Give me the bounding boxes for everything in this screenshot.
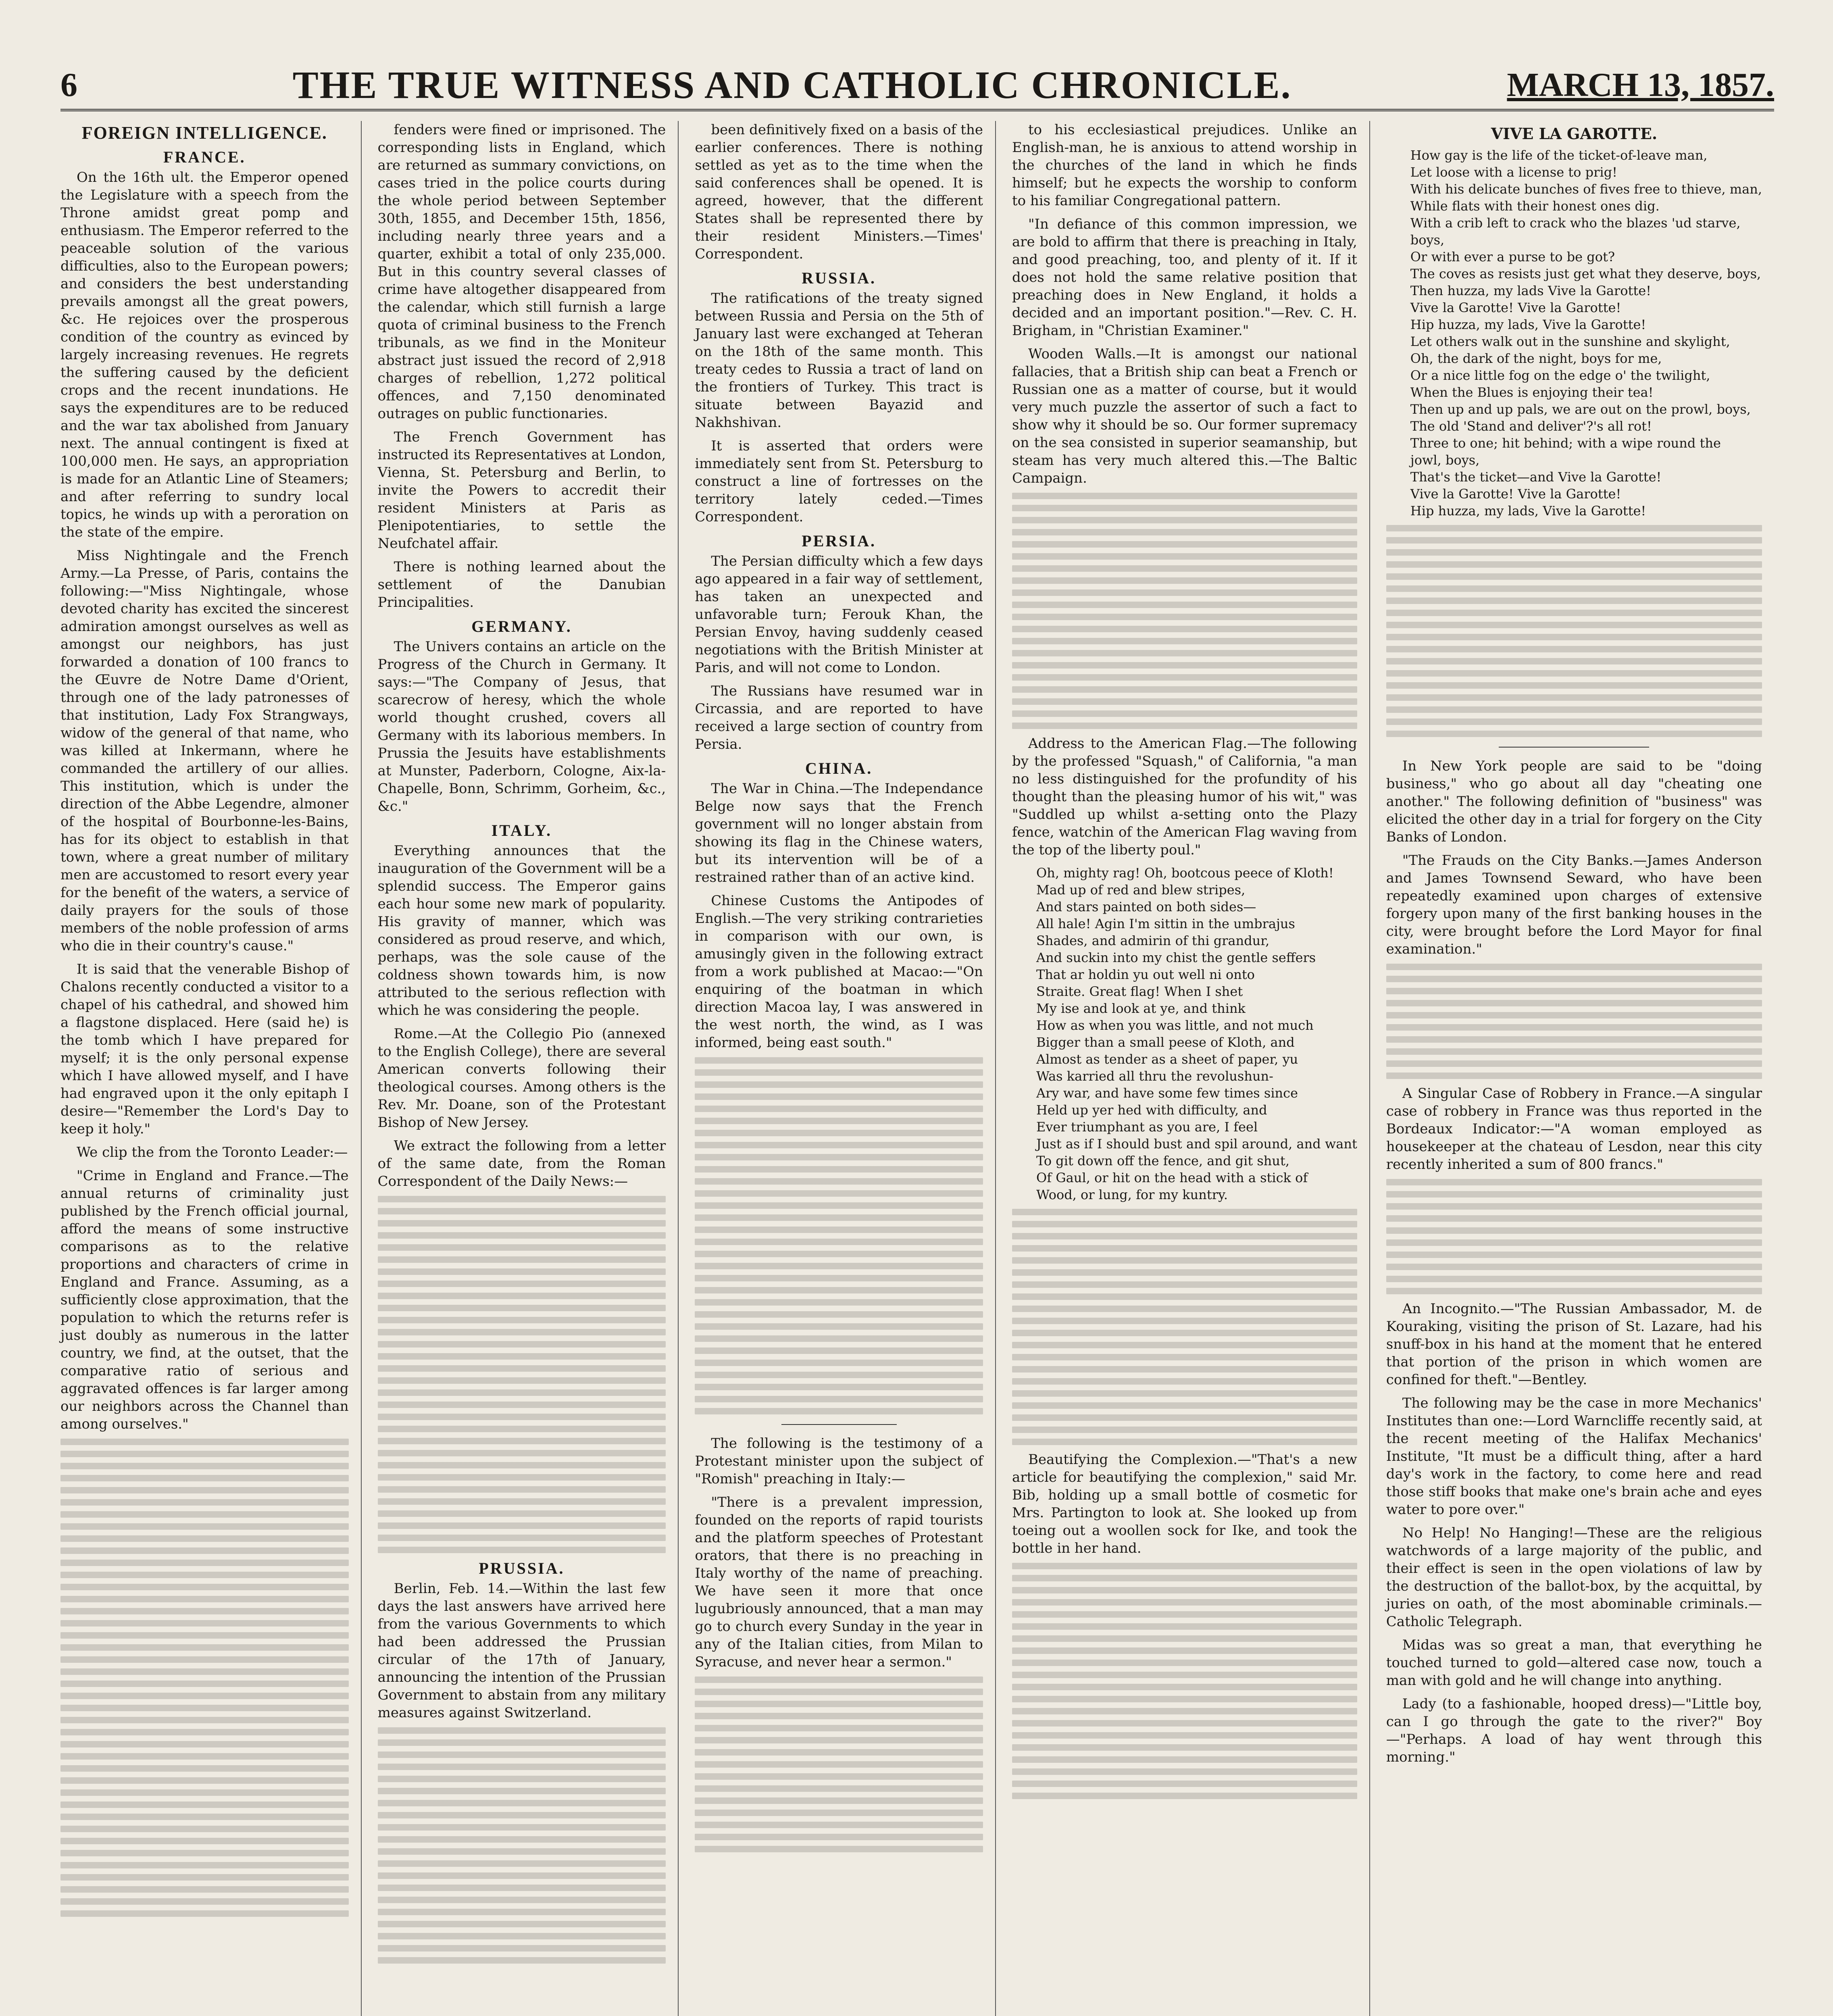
article-paragraph: The Univers contains an article on the Progress of the Church in Germany. It says:—"The Company of Jesus, that scarecrow of heresy, which the whole world thought crushed, covers all Germany with its laborious members. In Prussia the Jesuits have establishments at Munster, Paderborn, Cologne, Aix-la-Chapelle, Bonn, Schrimm, Gorheim, &c., &c."	[377, 639, 666, 814]
illegible-text-block	[695, 1677, 983, 1852]
poem-line: When the Blues is enjoying their tea!	[1410, 385, 1654, 400]
poem-line: Of Gaul, or hit on the head with a stick of	[1036, 1170, 1308, 1185]
column-4	[1012, 121, 1370, 2016]
heading-germany: GERMANY.	[471, 617, 572, 635]
article-paragraph: "There is a prevalent impression, founded on the reports of rapid tourists and the platform speeches of Protestant orators, that there is no preaching in Italy worthy of the name of preaching. We have seen it more that once lugubriously announced, that a man may go to church every Sunday in the year in any of the Italian cities, from Milan to Syracuse, and never hear a sermon."	[695, 1494, 983, 1670]
article-paragraph: to his ecclesiastical prejudices. Unlike an English-man, he is anxious to attend worship in the churches of the land in which he finds himself; but he expects the worship to conform to his familiar Congregational pattern.	[1012, 122, 1357, 209]
article-paragraph: A Singular Case of Robbery in France.—A singular case of robbery in France was thus reported in the Bordeaux Indicator:—"A woman employed as housekeeper at the chateau of Lesdon, near this city recently inherited a sum of 800 francs."	[1386, 1085, 1762, 1173]
article-paragraph: Everything announces that the inauguration of the Government will be a splendid success. The Emperor gains each hour some new mark of popularity. His gravity of manner, which was considered as proud reserve, and which, perhaps, was the sole cause of the coldness shown towards him, is now attributed to the serious reflection with which he was considering the people.	[377, 843, 666, 1018]
article-paragraph: The Persian difficulty which a few days ago appeared in a fair way of settlement, has taken an unexpected and unfavorable turn; Ferouk Khan, the Persian Envoy, having suddenly ceased negotiations with the British Minister at Paris, and will not come to London.	[695, 553, 983, 676]
article-paragraph: It is said that the venerable Bishop of Chalons recently conducted a visitor to a chapel of his cathedral, and showed him a flagstone displaced. Here (said he) is the tomb which I have prepared for myself; it is the only personal expense which I have allowed myself, and I have had engraved upon it the only epitaph I desire—"Remember the Lord's Day to keep it holy."	[60, 961, 349, 1137]
illegible-text-block	[60, 1439, 349, 1917]
poem-line: boys,	[1410, 232, 1445, 248]
article-paragraph: been definitively fixed on a basis of the earlier conferences. There is nothing settled as yet as to the time when the said conferences shall be opened. It is agreed, however, that the different States shall be represented there by their resident Ministers.—Times' Correspondent.	[695, 122, 983, 262]
columns	[60, 121, 1774, 2016]
poem-line: Ary war, and have some few times since	[1036, 1085, 1298, 1101]
article-paragraph: In New York people are said to be "doing business," who go about all day "cheating one another." The following definition of "business" was elicited the other day in a trial for forgery on the City Banks of London.	[1386, 758, 1762, 845]
poem-line: Shades, and admirin of thi grandur,	[1036, 933, 1270, 948]
article-paragraph: "Crime in England and France.—The annual returns of criminality just published by the French official journal, afford the means of some instructive comparisons as to the relative proportions and characters of crime in England and France. Assuming, as a sufficiently close approximation, that the population to which the returns refer is just doubly as numerous in the latter country, we find, at the outset, that the comparative ratio of serious and aggravated offences is far larger among our neighbors across the Channel than among ourselves."	[60, 1168, 349, 1432]
poem-line: To git down off the fence, and git shut,	[1036, 1153, 1290, 1168]
article-paragraph: Midas was so great a man, that everything he touched turned to gold—altered case now, touch a man with gold and he will change into anything.	[1386, 1637, 1762, 1689]
poem-line: Three to one; hit behind; with a wipe round the	[1410, 435, 1721, 451]
article-paragraph: An Incognito.—"The Russian Ambassador, M. de Kouraking, visiting the prison of St. Lazare, had his snuff-box in his hand at the moment that he entered that portion of the prison in which women are confined for theft."—Bentley.	[1386, 1301, 1762, 1388]
heading-italy: ITALY.	[491, 821, 552, 839]
poem-line: Hip huzza, my lads, Vive la Garotte!	[1410, 317, 1646, 332]
poem-line: Oh, the dark of the night, boys for me,	[1410, 351, 1662, 366]
poem-line: Mad up of red and blew stripes,	[1036, 882, 1246, 898]
poem-line: Then huzza, my lads Vive la Garotte!	[1410, 283, 1651, 298]
article-paragraph: There is nothing learned about the settlement of the Danubian Principalities.	[377, 559, 666, 610]
article-paragraph: Miss Nightingale and the French Army.—La Presse, of Paris, contains the following:—"Miss Nightingale, whose devoted charity has excited the sincerest admiration amongst ourselves as well as amongst our neighbors, has just forwarded a donation of 100 francs to the Œuvre de Notre Dame d'Orient, through one of the lady patronesses of that institution, Lady Fox Strangways, widow of the general of that name, who was killed at Inkermann, where he commanded the artillery of our allies. This institution, which is under the direction of the Abbe Legendre, almoner of the hospital of Bourbonne-les-Bains, has for its object to establish in that town, where a great number of military men are accustomed to resort every year for the benefit of the waters, a service of daily prayers for the souls of those members of the noble profession of arms who die in their country's cause."	[60, 548, 349, 954]
article-paragraph: "In defiance of this common impression, we are bold to affirm that there is preaching in Italy, and good preaching, too, and plenty of it. If it does not hold the same relative position that preaching does in New England, it holds a decided and an important position."—Rev. C. H. Brigham, in "Christian Examiner."	[1012, 216, 1357, 339]
poem-line: Was karried all thru the revolushun-	[1036, 1068, 1273, 1084]
poem-line: And stars painted on both sides—	[1036, 899, 1256, 914]
poem-line: Just as if I should bust and spil around, and want	[1036, 1136, 1357, 1152]
poem-line: Or with ever a purse to be got?	[1410, 249, 1615, 264]
article-paragraph: We clip the from the Toronto Leader:—	[77, 1144, 348, 1160]
illegible-text-block	[378, 1727, 666, 1964]
article-paragraph: The ratifications of the treaty signed between Russia and Persia on the 5th of January last were exchanged at Teheran on the 18th of the same month. This treaty cedes to Russia a tract of land on the frontiers of Turkey. This tract is situate between Bayazid and Nakhshivan.	[695, 290, 983, 431]
poem-line: Oh, mighty rag! Oh, bootcous peece of Kloth!	[1036, 865, 1334, 881]
article-paragraph: We extract the following from a letter of the same date, from the Roman Correspondent of the Daily News:—	[377, 1138, 666, 1189]
poem-line: Hip huzza, my lads, Vive la Garotte!	[1410, 503, 1646, 519]
poem-line: My ise and look at ye, and think	[1036, 1001, 1246, 1016]
illegible-text-block	[1386, 1179, 1762, 1294]
poem-line: All hale! Agin I'm sittin in the umbrajus	[1036, 916, 1295, 931]
page-number: 6	[60, 66, 77, 104]
illegible-text-block	[695, 1057, 983, 1414]
poem-line: How as when you was little, and not much	[1036, 1018, 1314, 1033]
article-paragraph: Chinese Customs the Antipodes of English.—The very striking contrarieties in comparison with our own, is amusingly given in the following extract from a work published at Macao:—"On enquiring of the boatman in which direction Macoa lay, I was answered in the west north, the wind, as I was informed, being east south."	[695, 893, 983, 1051]
section-title: FOREIGN INTELLIGENCE.	[81, 123, 327, 143]
column-3	[695, 121, 996, 2016]
poem-line: While flats with their honest ones dig.	[1410, 198, 1660, 214]
heading-russia: RUSSIA.	[802, 269, 876, 287]
garotte-poem	[1410, 147, 1762, 519]
article-paragraph: Berlin, Feb. 14.—Within the last few days the last answers have arrived here from the various Governments to which had been addressed the Prussian circular of the 17th of January, announcing the intention of the Prussian Government to abstain from any military measures against Switzerland.	[377, 1581, 666, 1721]
poem-line: Let loose with a license to prig!	[1410, 165, 1617, 180]
illegible-text-block	[1386, 964, 1762, 1079]
article-paragraph: The Russians have resumed war in Circassia, and are reported to have received a large section of country from Persia.	[695, 683, 983, 752]
newspaper-title: THE TRUE WITNESS AND CATHOLIC CHRONICLE.	[292, 63, 1292, 106]
article-paragraph: The French Government has instructed its Representatives at London, Vienna, St. Petersburg and Berlin, to invite the Powers to accredit their resident Ministers at Paris as Plenipotentiaries, to settle the Neufchatel affair.	[377, 429, 666, 552]
article-paragraph: Beautifying the Complexion.—"That's a new article for beautifying the complexion," said Mr. Bib, holding up a small bottle of cosmetic for Mrs. Partington to look at. She looked up from toeing out a woollen sock for Ike, and took the bottle in her hand.	[1012, 1452, 1357, 1556]
illegible-text-block	[1012, 493, 1357, 729]
poem-line: Straite. Great flag! When I shet	[1036, 984, 1243, 999]
article-paragraph: It is asserted that orders were immediately sent from St. Petersburg to construct a line of fortresses on the territory lately ceded.—Times Correspondent.	[695, 438, 983, 525]
poem-line: Ever triumphant as you are, I feel	[1036, 1119, 1258, 1135]
heading-persia: PERSIA.	[802, 532, 876, 550]
poem-line: Vive la Garotte! Vive la Garotte!	[1410, 486, 1621, 502]
illegible-text-block	[378, 1196, 666, 1553]
article-paragraph: Rome.—At the Collegio Pio (annexed to the English College), there are several American converts following their theological courses. Among others is the Rev. Mr. Doane, son of the Protestant Bishop of New Jersey.	[377, 1026, 666, 1131]
poem-line: Wood, or lung, for my kuntry.	[1036, 1187, 1228, 1202]
article-paragraph: "The Frauds on the City Banks.—James Anderson and James Townsend Seward, who have been repeatedly examined upon charges of extensive forgery upon many of the first banking houses in the city, were brought before the Lord Mayor for final examination."	[1386, 852, 1762, 957]
poem-line: The coves as resists just get what they deserve, boys,	[1410, 266, 1761, 281]
poem-line: Or a nice little fog on the edge o' the twilight,	[1410, 368, 1710, 383]
illegible-text-block	[1386, 525, 1762, 737]
poem-line: jowl, boys,	[1410, 452, 1480, 468]
article-paragraph: No Help! No Hanging!—These are the religious watchwords of a large majority of the public, and their effect is seen in the open violations of law by the destruction of the ballot-box, by the acquittal, by juries on oath, of the most abominable criminals.—Catholic Telegraph.	[1386, 1525, 1762, 1630]
poem-line: Then up and up pals, we are out on the prowl, boys,	[1410, 402, 1751, 417]
heading-china: CHINA.	[805, 759, 873, 777]
poem-line: Vive la Garotte! Vive la Garotte!	[1410, 300, 1621, 315]
poem-line: Bigger than a small peese of Kloth, and	[1036, 1035, 1295, 1050]
heading-prussia: PRUSSIA.	[479, 1559, 565, 1577]
article-paragraph: Lady (to a fashionable, hooped dress)—"Little boy, can I go through the gate to the river?" Boy—"Perhaps. A load of hay went through this morning."	[1386, 1696, 1762, 1765]
illegible-text-block	[1012, 1209, 1357, 1445]
poem-line: With a crib left to crack who the blazes 'ud starve,	[1410, 215, 1741, 231]
article-paragraph: The following may be the case in more Mechanics' Institutes than one:—Lord Warncliffe recently said, at the recent meeting of the Halifax Mechanics' Institute, "It must be a difficult thing, after a hard day's work in the factory, to come here and read those stiff books that make one's brain ache and eyes water to pore over."	[1386, 1395, 1762, 1518]
poem-title: VIVE LA GAROTTE.	[1491, 125, 1658, 143]
article-paragraph: The following is the testimony of a Protestant minister upon the subject of "Romish" preaching in Italy:—	[695, 1435, 983, 1487]
poem-line: That ar holdin yu out well ni onto	[1036, 967, 1255, 982]
poem-line: Held up yer hed with difficulty, and	[1036, 1102, 1267, 1118]
article-paragraph: Wooden Walls.—It is amongst our national fallacies, that a British ship can beat a French or Russian one as a matter of course, but it would very much puzzle the assertor of such a fact to show why it should be so. Our former supremacy on the sea consisted in superior seamanship, but steam has very much altered this.—The Baltic Campaign.	[1012, 346, 1357, 486]
poem-line: And suckin into my chist the gentle seffers	[1036, 950, 1316, 965]
column-5	[1386, 121, 1774, 2016]
illegible-text-block	[1012, 1563, 1357, 1799]
column-rule	[1499, 747, 1649, 748]
poem-line: The old 'Stand and deliver'?'s all rot!	[1410, 419, 1652, 434]
masthead	[60, 60, 1774, 111]
column-1	[60, 121, 362, 2016]
column-2	[378, 121, 679, 2016]
article-paragraph: The War in China.—The Independance Belge now says that the French government will no longer abstain from showing its flag in the Chinese waters, but its intervention will be of a restrained rather than of an active kind.	[695, 781, 983, 885]
article-paragraph: Address to the American Flag.—The following by the professed "Squash," of California, "a man no less distinguished for the profundity of his thought than the pleasing humor of his wit," was "Suddled up whilst a-setting onto the Plazy fence, watchin of the American Flag waving from the top of the liberty poul."	[1012, 735, 1357, 858]
heading-france: FRANCE.	[163, 148, 246, 166]
poem-line: With his delicate bunches of fives free to thieve, man,	[1410, 181, 1762, 197]
issue-date: MARCH 13, 1857.	[1507, 66, 1774, 104]
poem-line: Let others walk out in the sunshine and skylight,	[1410, 334, 1730, 349]
article-paragraph: fenders were fined or imprisoned. The corresponding lists in England, which are returned as summary convictions, on cases tried in the police courts during the whole period between September 30th, 1855, and December 15th, 1856, including nearly three years and a quarter, exhibit a total of only 235,000. But in this country several classes of crime have altogether disappeared from the calendar, which still furnish a large quota of criminal business to the French tribunals, as we find in the Moniteur abstract just issued the record of 2,918 charges of rebellion, 1,272 political offences, and 7,150 denominated outrages on public functionaries.	[377, 122, 666, 422]
article-paragraph: On the 16th ult. the Emperor opened the Legislature with a speech from the Throne amidst great pomp and enthusiasm. The Emperor referred to the peaceable solution of the various difficulties, also to the European powers; and considers the best understanding prevails amongst all the great powers, &c. He rejoices over the prosperous condition of the country as evinced by largely increasing revenues. He regrets the suffering caused by the deficient crops and the recent inundations. He says the expenditures are to be reduced and the war tax abolished from January next. The annual contingent is fixed at 100,000 men. He says, an appropriation is made for an Atlantic Line of Steamers; and after referring to sundry local topics, he winds up with a peroration on the state of the empire.	[60, 169, 349, 540]
poem-line: Almost as tender as a sheet of paper, yu	[1036, 1052, 1298, 1067]
poem-line: That's the ticket—and Vive la Garotte!	[1410, 469, 1662, 485]
poem-line: How gay is the life of the ticket-of-leave man,	[1410, 148, 1708, 163]
flag-poem	[1036, 864, 1357, 1203]
column-rule	[781, 1424, 897, 1425]
